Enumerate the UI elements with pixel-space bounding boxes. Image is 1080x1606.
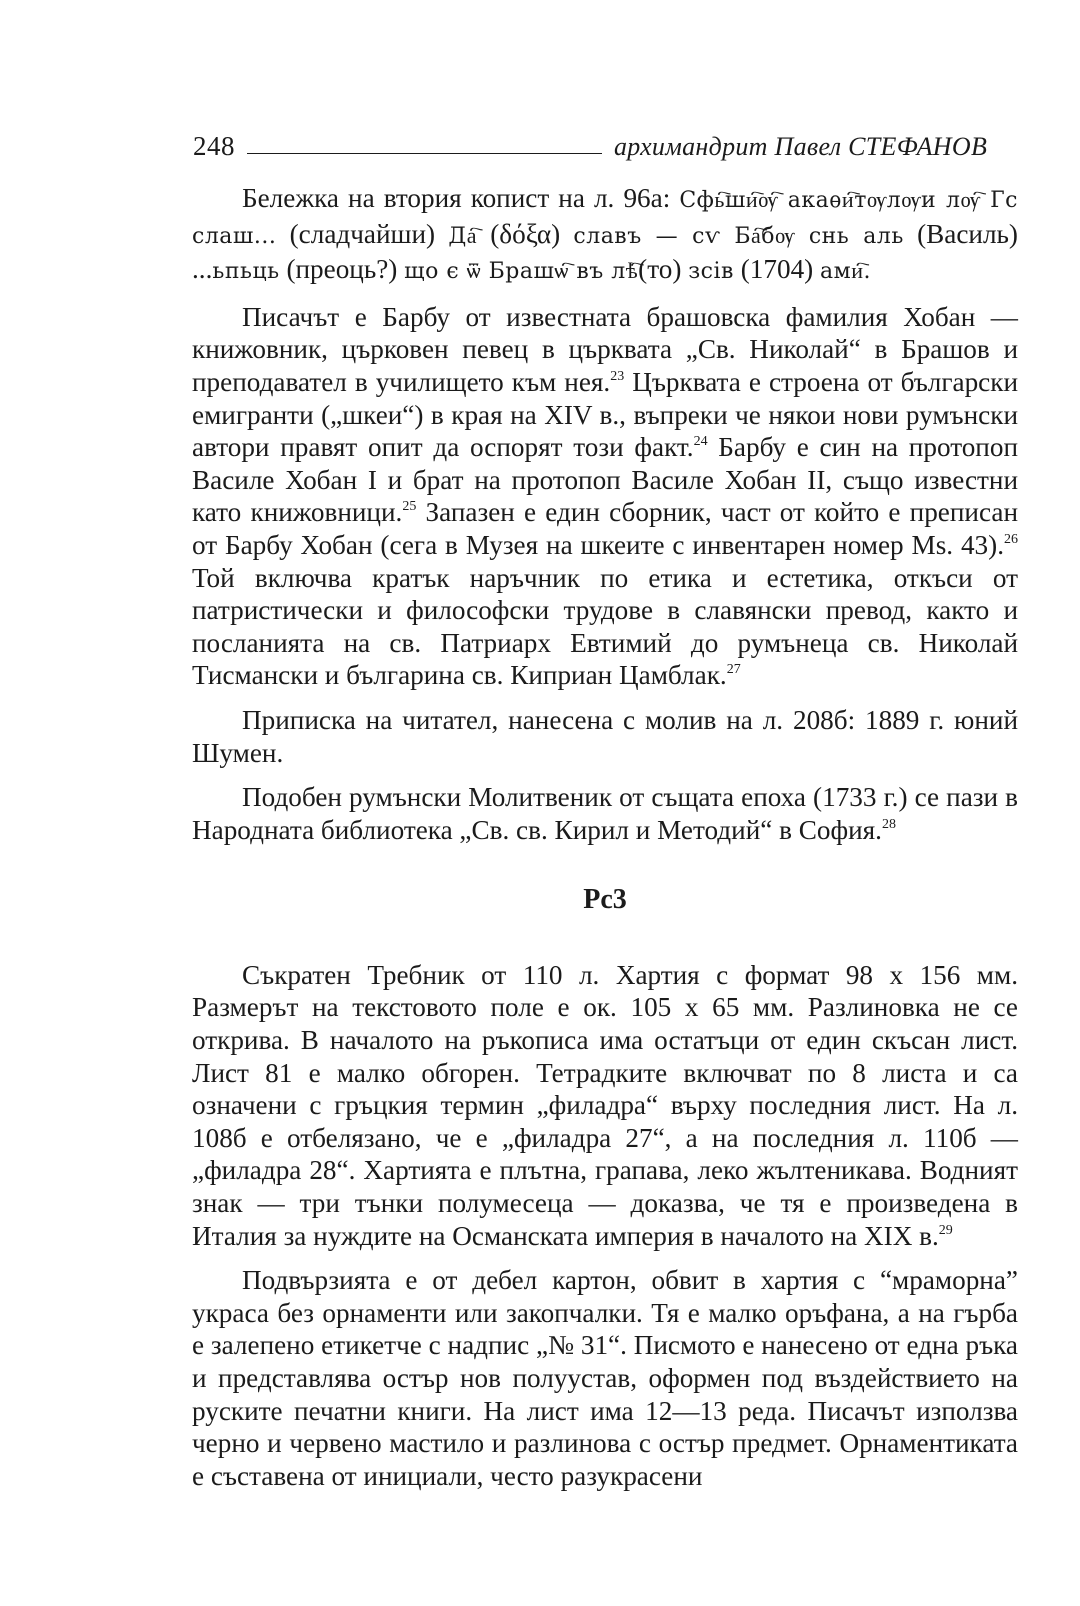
church-slavonic-text: славъ — сѵ Ба҇бѹ снь аль (573, 223, 904, 249)
church-slavonic-text: Сфь҇ши҇ѹ҇ акаѳи҇тѹлѹи лѹ҇ Гс слаш... (192, 188, 1018, 249)
footnote-ref[interactable]: 29 (938, 1222, 953, 1238)
paragraph-scribe: Писачът е Барбу от известната брашовска фамилия Хобан — книжовник, църковен певец в църквата „Св. Николай“ в Брашов и преподавател в училището към нея.$^{23}$ Църквата е строена от български емигранти („шкеи“) в края на XIV в., въпреки че някои нови румънски автори правят опит да оспорят този факт.$^{24}$ Барбу е син на протопоп Василе Хобан I и брат на протопоп Василе Хобан II, също известни като книжовници.$^{25}$ Запазен е един сборник, част от който е преписан от Барбу Хобан (сега в Музея на шкеите с инвентарен номер Ms. 43).$^{26}$ Той включва кратък наръчник по етика и естетика, откъси от патристически и философски трудове в славянски превод, както и посланията на св. Патриарх Евтимий до румънеца св. Николай Тисмански и българина св. Киприан Цамблак.$^{27}$ (192, 301, 1019, 691)
running-header (193, 122, 1013, 162)
body-text (192, 182, 1018, 1492)
paragraph-similar-prayerbook: Подобен румънски Молитвеник от същата епоха (1733 г.) се пази в Народната библиотека „Св. св. Кирил и Методий“ в София.$^{28}$ (192, 782, 1018, 845)
church-slavonic-text: що є ѿ Брашѡ҇ въ лѣ҇ (404, 259, 639, 285)
footnote-ref[interactable]: 26 (1004, 531, 1018, 547)
footnote-ref[interactable]: 25 (402, 499, 417, 515)
header-rule (247, 153, 602, 154)
section-heading: Рс3 (583, 884, 627, 916)
paragraph-binding: Подвързията е от дебел картон, обвит в хартия с “мраморна” украса без орнаменти или закопчалки. Тя е малко оръфана, а на гърба е залепено етикетче с надпис „№ 31“. Писмото е нанесено от една ръка и представлява остър нов полуустав, оформен под въздействието на руските печатни книги. На лист има 12—13 реда. Писачът използва черно и червено мастило и разлинова с остър предмет. Орнаментиката е съставена от инициали, често разукрасени (192, 1265, 1018, 1491)
footnote-ref[interactable]: 24 (693, 434, 708, 450)
church-slavonic-text: ьпьць (212, 259, 280, 285)
church-slavonic-text: ами҇. (820, 259, 872, 285)
footnote-ref[interactable]: 28 (881, 816, 896, 832)
page-number: 248 (193, 131, 235, 161)
paragraph-copyist-note: Бележка на втория копист на л. 96а: Сфь҇ши҇ѹ҇ акаѳи҇тѹлѹи лѹ҇ Гс слаш... (сладчайши) Да҇ (δόξα) славъ — сѵ Ба҇бѹ снь аль (Василь) ...ьпьць (преоць?) що є ѿ Брашѡ҇ въ лѣ҇(то) зсів (1704) ами҇. (192, 183, 1018, 285)
church-slavonic-text: Да҇ (448, 223, 477, 249)
footnote-ref[interactable]: 23 (610, 368, 625, 384)
running-header-author: архимандрит Павел СТЕФАНОВ (614, 132, 988, 161)
paragraph-reader-note: Приписка на читател, нанесена с молив на л. 208б: 1889 г. юний Шумен. (192, 704, 1018, 768)
church-slavonic-text: зсів (688, 259, 734, 285)
footnote-ref[interactable]: 27 (726, 662, 741, 678)
paragraph-description: Съкратен Требник от 110 л. Хартия с формат 98 х 156 мм. Размерът на текстовото поле е ок. 105 х 65 мм. Разлиновка не се открива. В началото на ръкописа има остатъци от един скъсан лист. Лист 81 е малко обгорен. Тетрадките включват по 8 листа и са означени с гръцкия термин „филадра“ върху последния лист. На л. 108б е отбелязано, че е „филадра 27“, а на последния л. 110б — „филадра 28“. Хартията е плътна, грапава, леко жълтеникава. Водният знак — три тънки полумесеца — доказва, че тя е произведена в Италия за нуждите на Османската империя в началото на XIX в.$^{29}$ (192, 959, 1018, 1251)
